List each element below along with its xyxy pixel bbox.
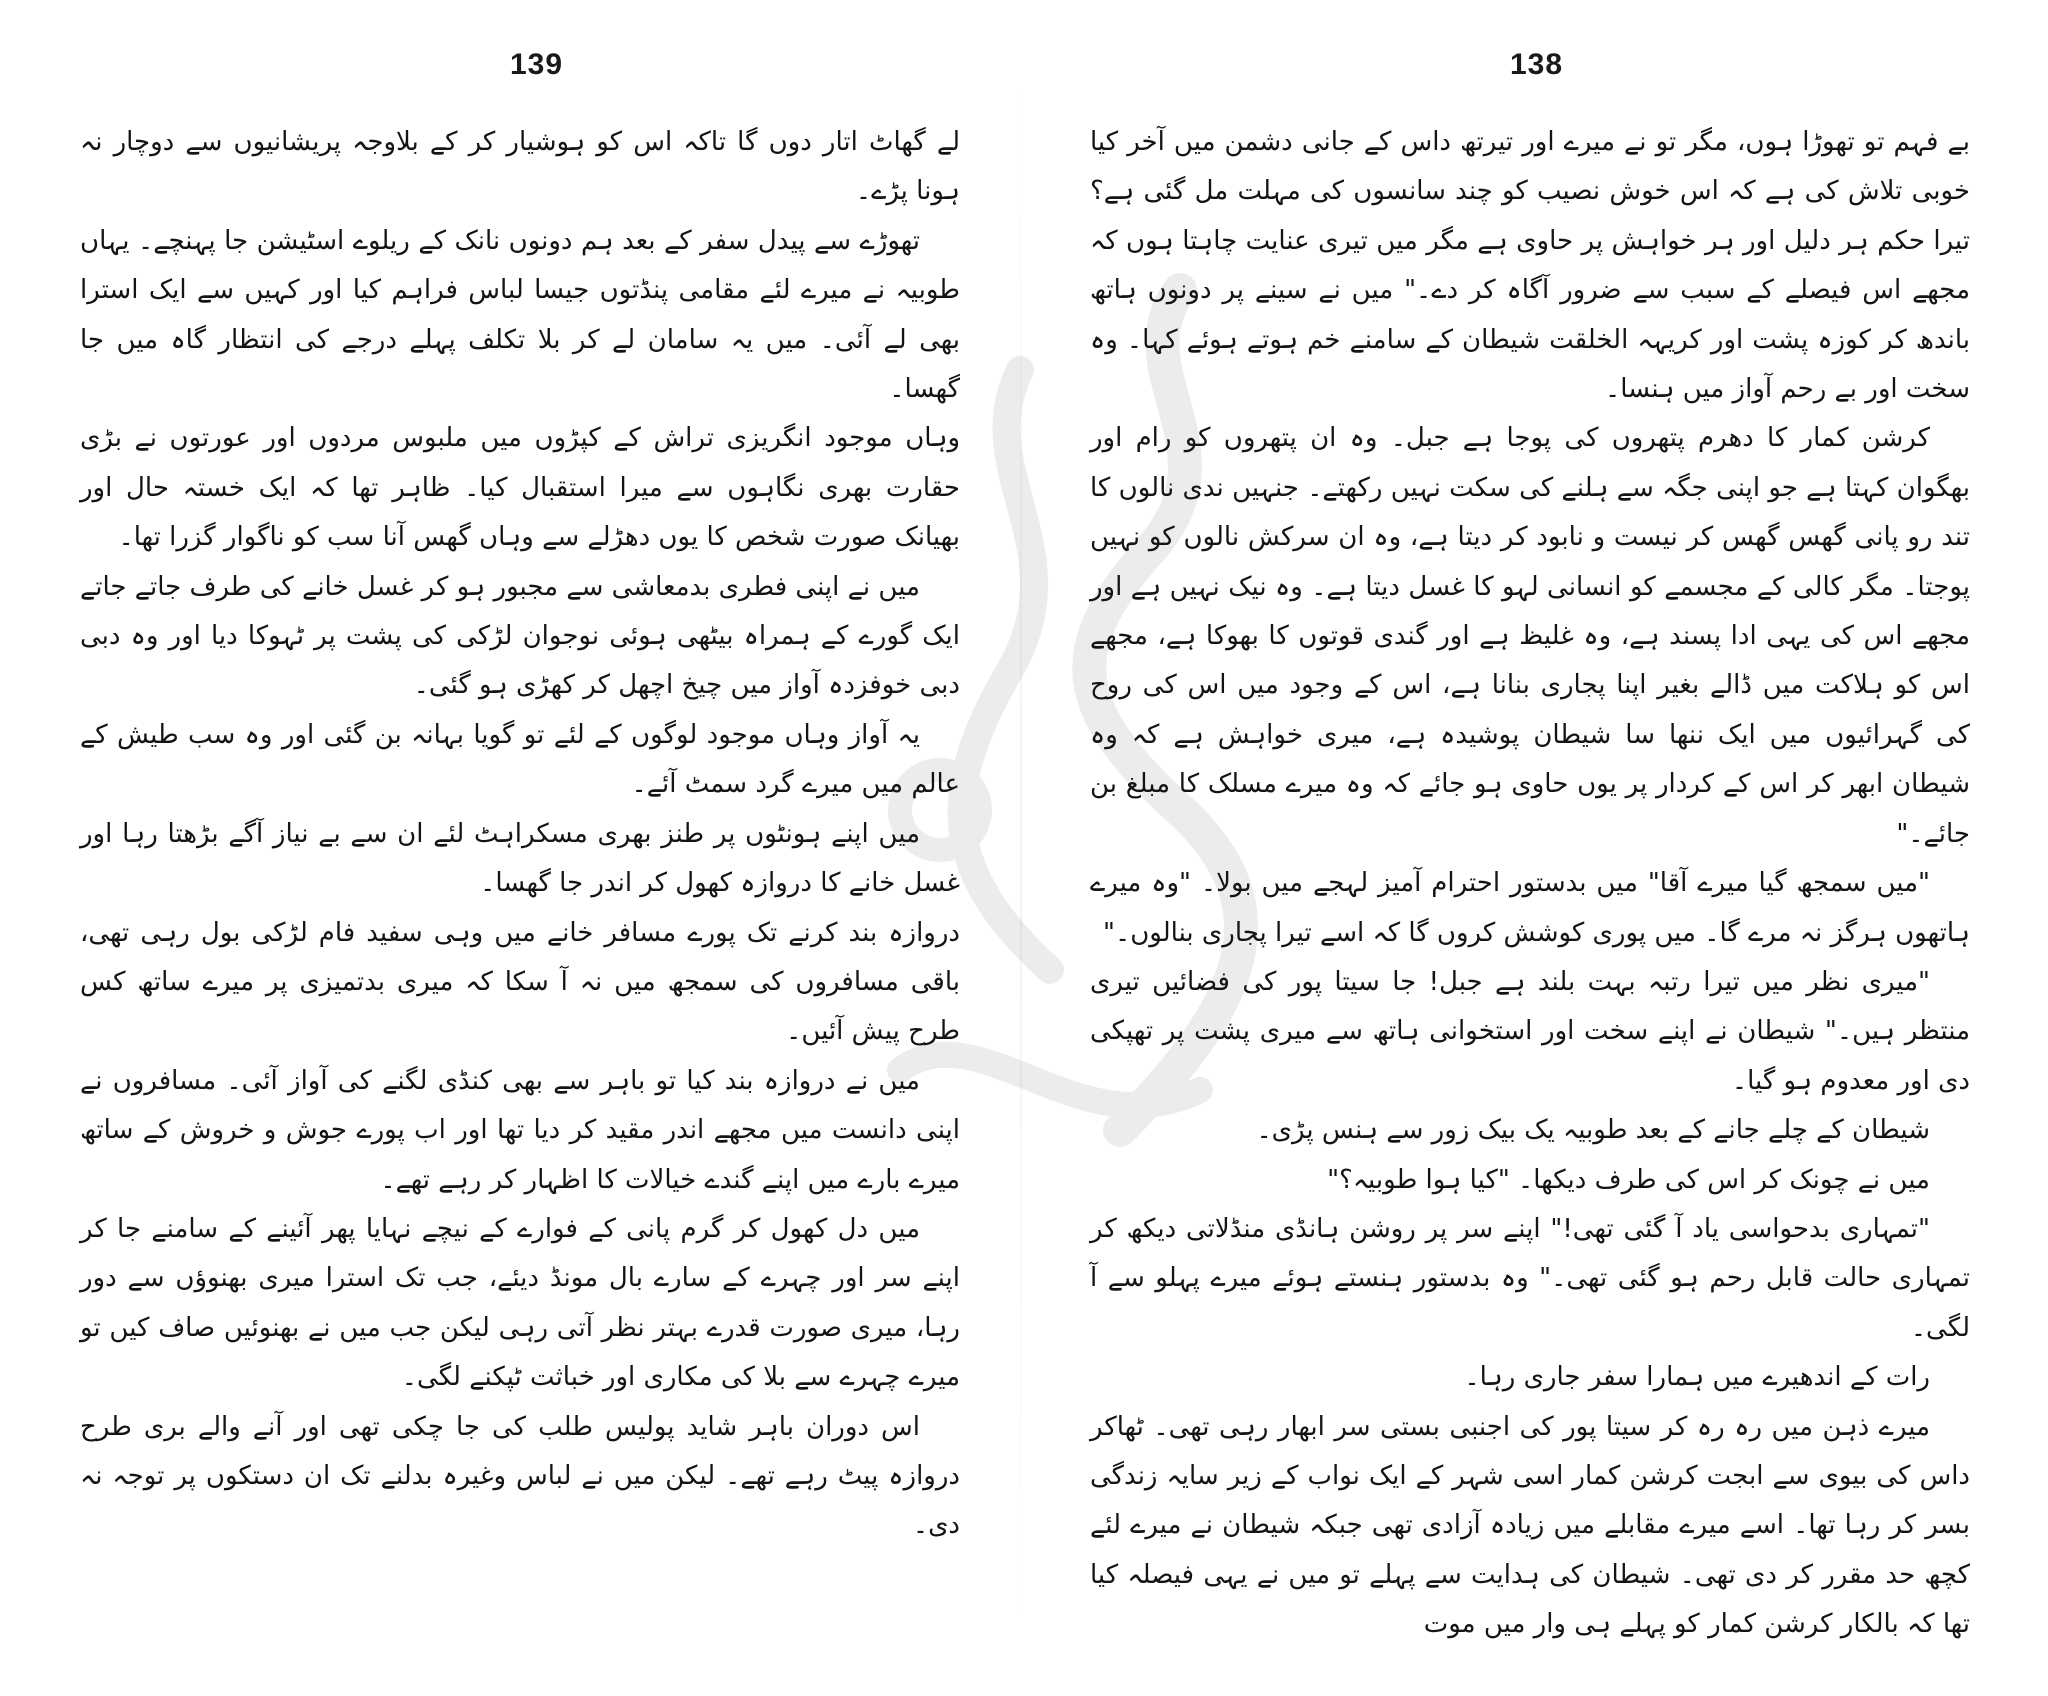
paragraph: شیطان کے چلے جانے کے بعد طوبیہ یک بیک زور سے ہنس پڑی۔ (1256, 1115, 1930, 1146)
page-gutter (1020, 60, 1022, 1640)
paragraph: تھوڑے سے پیدل سفر کے بعد ہم دونوں نانک کے ریلوے اسٹیشن جا پہنچے۔ یہاں طوبیہ نے میرے لئے مقامی پنڈتوں جیسا لباس فراہم کیا اور کہیں سے ایک استرا بھی لے آئی۔ میں یہ سامان لے کر بلا تکلف پہلے درجے کی انتظار گاہ میں جا گھسا۔ (80, 225, 960, 405)
paragraph: میں نے دروازہ بند کیا تو باہر سے بھی کنڈی لگنے کی آواز آئی۔ مسافروں نے اپنی دانست میں مجھے اندر مقید کر دیا تھا اور اب پورے جوش و خروش کے ساتھ میرے بارے میں اپنے گندے خیالات کا اظہار کر رہے تھے۔ (80, 1065, 960, 1195)
page-number: 139 (510, 48, 564, 81)
page-text (80, 118, 960, 1551)
paragraph: "میری نظر میں تیرا رتبہ بہت بلند ہے جبل! جا سیتا پور کی فضائیں تیری منتظر ہیں۔" شیطان نے اپنے سخت اور استخوانی ہاتھ سے میری پشت پر تھپکی دی اور معدوم ہو گیا۔ (1090, 966, 1970, 1096)
page-number: 138 (1510, 48, 1564, 81)
paragraph: رات کے اندھیرے میں ہمارا سفر جاری رہا۔ (1464, 1362, 1930, 1393)
paragraph: میں دل کھول کر گرم پانی کے فوارے کے نیچے نہایا پھر آئینے کے سامنے جا کر اپنے سر اور چہرے کے سارے بال مونڈ دیئے، جب تک استرا میری بھنوؤں سے دور رہا، میری صورت قدرے بہتر نظر آتی رہی لیکن جب میں نے بھنوئیں صاف کیں تو میرے چہرے سے بلا کی مکاری اور خباثت ٹپکنے لگی۔ (80, 1213, 960, 1393)
paragraph: دروازہ بند کرنے تک پورے مسافر خانے میں وہی سفید فام لڑکی بول رہی تھی، باقی مسافروں کی سمجھ میں نہ آ سکا کہ میری بدتمیزی پر میرے ساتھ کس طرح پیش آئیں۔ (80, 917, 960, 1047)
paragraph: میرے ذہن میں رہ رہ کر سیتا پور کی اجنبی بستی سر ابھار رہی تھی۔ ٹھاکر داس کی بیوی سے ابجت کرشن کمار اسی شہر کے ایک نواب کے زیر سایہ زندگی بسر کر رہا تھا۔ اسے میرے مقابلے میں زیادہ آزادی تھی جبکہ شیطان نے میرے لئے کچھ حد مقرر کر دی تھی۔ شیطان کی ہدایت سے پہلے تو میں نے یہی فیصلہ کیا تھا کہ بالکار کرشن کمار کو پہلے ہی وار میں موت (1090, 1411, 1970, 1640)
paragraph: میں اپنے ہونٹوں پر طنز بھری مسکراہٹ لئے ان سے بے نیاز آگے بڑھتا رہا اور غسل خانے کا دروازہ کھول کر اندر جا گھسا۔ (80, 818, 960, 899)
paragraph: کرشن کمار کا دھرم پتھروں کی پوجا ہے جبل۔ وہ ان پتھروں کو رام اور بھگوان کہتا ہے جو اپنی جگہ سے ہلنے کی سکت نہیں رکھتے۔ جنہیں ندی نالوں کا تند رو پانی گھس گھس کر نیست و نابود کر دیتا ہے، وہ ان سرکش نالوں کو نہیں پوجتا۔ مگر کالی کے مجسمے کو انسانی لہو کا غسل دیتا ہے۔ وہ نیک نہیں ہے اور مجھے اس کی یہی ادا پسند ہے، وہ غلیظ ہے اور گندی قوتوں کا بھوکا ہے، مجھے اس کو ہلاکت میں ڈالے بغیر اپنا پجاری بنانا ہے، اس کے وجود میں اس کی روح کی گہرائیوں میں ایک ننھا سا شیطان پوشیدہ ہے، میری خواہش ہے کہ وہ شیطان ابھر کر اس کے کردار پر یوں حاوی ہو جائے کہ وہ میرے مسلک کا مبلغ بن جائے۔" (1090, 423, 1970, 849)
paragraph: اس دوران باہر شاید پولیس طلب کی جا چکی تھی اور آنے والے بری طرح دروازہ پیٹ رہے تھے۔ لیکن میں نے لباس وغیرہ بدلنے تک ان دستکوں پر توجہ نہ دی۔ (80, 1411, 960, 1541)
paragraph: وہاں موجود انگریزی تراش کے کپڑوں میں ملبوس مردوں اور عورتوں نے بڑی حقارت بھری نگاہوں سے میرا استقبال کیا۔ ظاہر تھا کہ ایک خستہ حال اور بھیانک صورت شخص کا یوں دھڑلے سے وہاں گھس آنا سب کو ناگوار گزرا تھا۔ (80, 423, 960, 553)
left-page (80, 0, 960, 1696)
paragraph: لے گھاٹ اتار دوں گا تاکہ اس کو ہوشیار کر کے بلاوجہ پریشانیوں سے دوچار نہ ہونا پڑے۔ (80, 127, 960, 207)
paragraph: "میں سمجھ گیا میرے آقا" میں بدستور احترام آمیز لہجے میں بولا۔ "وہ میرے ہاتھوں ہرگز نہ مرے گا۔ میں پوری کوشش کروں گا کہ اسے تیرا پجاری بنالوں۔" (1090, 868, 1970, 948)
paragraph: میں نے اپنی فطری بدمعاشی سے مجبور ہو کر غسل خانے کی طرف جاتے جاتے ایک گورے کے ہمراہ بیٹھی ہوئی نوجوان لڑکی کی پشت پر ٹہوکا دیا اور وہ دبی دبی خوفزدہ آواز میں چیخ اچھل کر کھڑی ہو گئی۔ (80, 571, 960, 701)
page-text (1090, 118, 1970, 1650)
right-page (1090, 0, 1970, 1696)
paragraph: "تمہاری بدحواسی یاد آ گئی تھی!" اپنے سر پر روشن ہانڈی منڈلاتی دیکھ کر تمہاری حالت قابل رحم ہو گئی تھی۔" وہ بدستور ہنستے ہوئے میرے پہلو سے آ لگی۔ (1090, 1213, 1970, 1343)
paragraph: میں نے چونک کر اس کی طرف دیکھا۔ "کیا ہوا طوبیہ؟" (1327, 1164, 1930, 1195)
paragraph: بے فہم تو تھوڑا ہوں، مگر تو نے میرے اور تیرتھ داس کے جانی دشمن میں آخر کیا خوبی تلاش کی ہے کہ اس خوش نصیب کو چند سانسوں کی مہلت مل گئی ہے؟ تیرا حکم ہر دلیل اور ہر خواہش پر حاوی ہے مگر میں تیری عنایت چاہتا ہوں کہ مجھے اس فیصلے کے سبب سے ضرور آگاہ کر دے۔" میں نے سینے پر دونوں ہاتھ باندھ کر کوزہ پشت اور کریہہ الخلقت شیطان کے سامنے خم ہوتے ہوئے کہا۔ وہ سخت اور بے رحم آواز میں ہنسا۔ (1090, 127, 1970, 405)
paragraph: یہ آواز وہاں موجود لوگوں کے لئے تو گویا بہانہ بن گئی اور وہ سب طیش کے عالم میں میرے گرد سمٹ آئے۔ (80, 719, 960, 800)
